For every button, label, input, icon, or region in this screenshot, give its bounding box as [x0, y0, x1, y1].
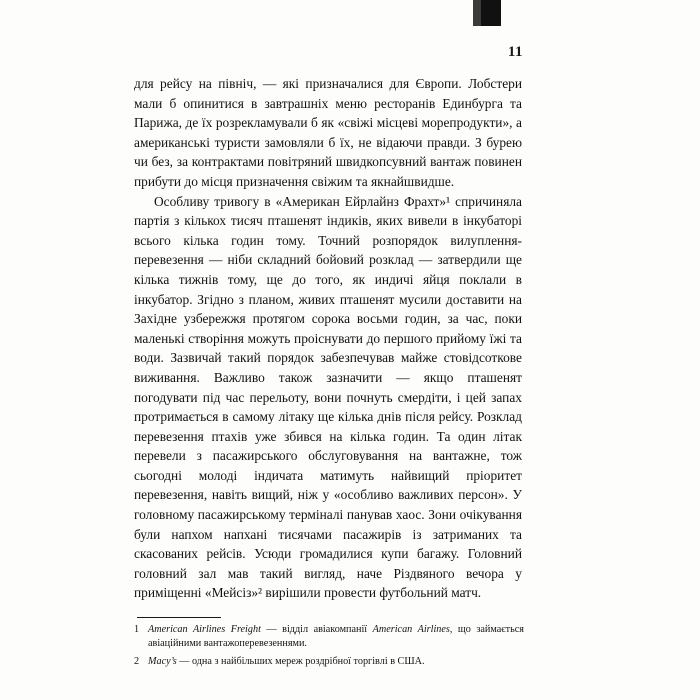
footnote-marker: 1 — [134, 624, 140, 635]
footnote-text — [148, 655, 524, 669]
footnote-text-segment-2: , що займається авіаційними вантажоперевезеннями. — [148, 624, 524, 649]
scan-edge — [481, 0, 501, 26]
footnote-term-2: American Airlines — [372, 624, 450, 635]
body-paragraph-1: для рейсу на північ, — які призначалися для Європи. Лобстери мали б опинитися в завтрашніх меню ресторанів Единбурга та Парижа, де їх розрекламували б як «свіжі місцеві морепродукти», а американські туристи замовляли б їх, не відаючи правди. З бурею чи без, за контрактами повітряний швидкопсувний вантаж повинен прибути до місця призначення свіжим та якнайшвидше. — [134, 76, 522, 189]
scan-edge-shadow — [473, 0, 481, 26]
footnote-item — [134, 623, 524, 651]
footnote-text-segment: — відділ авіакомпанії — [260, 624, 373, 635]
footnote-term: American Airlines Freight — [148, 624, 261, 635]
footnote-item — [134, 655, 524, 669]
page-body — [134, 74, 522, 603]
footnote-text — [148, 623, 524, 651]
footnotes — [134, 623, 524, 673]
footnote-text-segment: — одна з найбільших мереж роздрібної торгівлі в США. — [176, 656, 425, 667]
footnote-term: Macy’s — [148, 656, 177, 667]
body-paragraph-2: Особливу тривогу в «Американ Ейрлайнз Фрахт»¹ спричиняла партія з кількох тисяч пташенят індиків, яких вивели в інкубаторі всього кілька годин тому. Точний розпорядок вилуплення-перевезення — ніби складний бойовий розклад — затвердили ще кілька тижнів тому, ще до того, як индичі яйця поклали в інкубатор. Згідно з планом, живих пташенят мусили доставити на Західне узбережжя протягом сорока восьми годин, за час, поки маленькі створіння можуть проіснувати до першого прийому їжі та води. Зазвичай такий порядок забезпечував майже стовідсоткове виживання. Важливо також зазначити — якщо пташенят погодувати під час перельоту, вони почнуть смердіти, і цей запах протримається в самому літаку ще кілька днів після рейсу. Розклад перевезення птахів уже збився на кілька годин. Та один літак перевели з пасажирського обслуговування на вантажне, тож сьогодні молоді індичата матимуть найвищий пріоритет перевезення, навіть вищий, ніж у «особливо важливих персон». У головному пасажирському терміналі панував хаос. Зони очікування були напхом напхані тисячами пасажирів із затриманих та скасованих рейсів. Усюди громадилися купи багажу. Головний головний зал мав такий вигляд, наче Різдвяного вечора у приміщенні «Мейсіз»² вирішили провести футбольний матч. — [134, 193, 522, 601]
footnote-divider — [137, 617, 221, 618]
footnote-marker: 2 — [134, 656, 140, 667]
page-number: 11 — [507, 44, 523, 60]
